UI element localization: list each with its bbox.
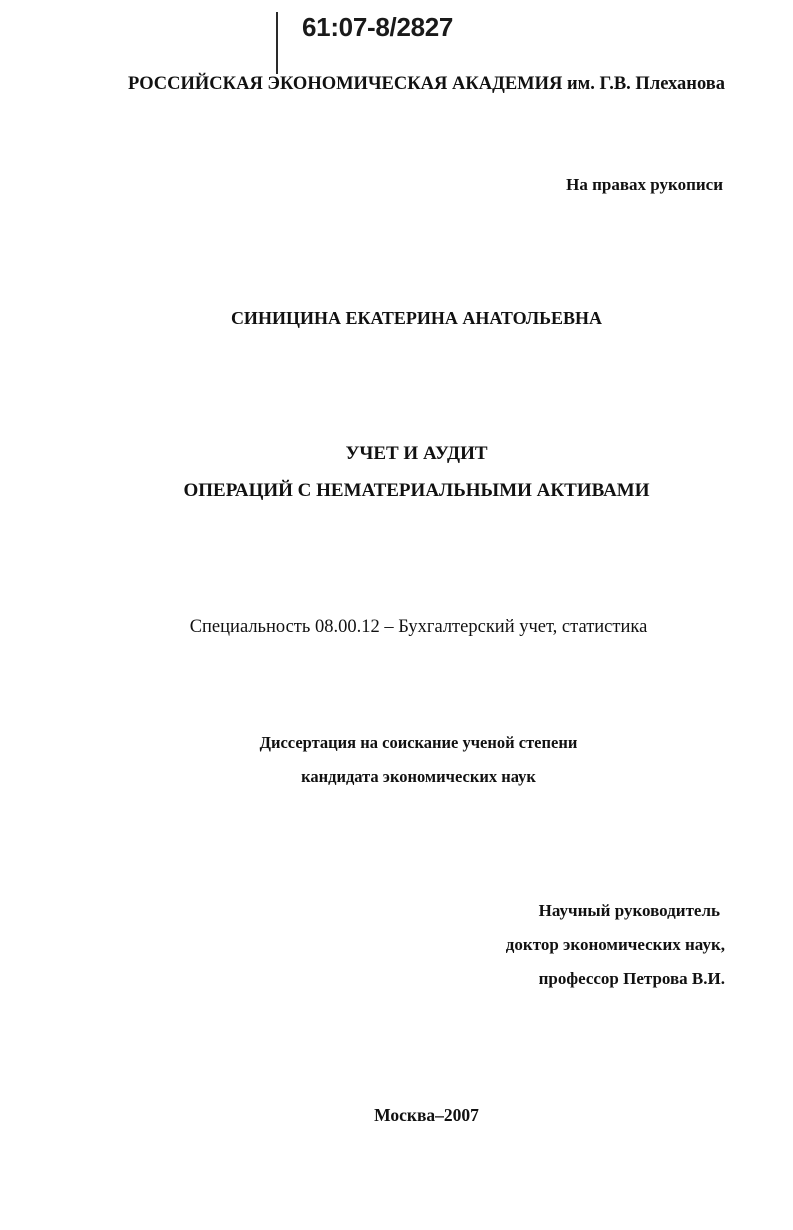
place-and-year: Москва–2007 <box>374 1105 479 1125</box>
thesis-title-line-1: УЧЕТ И АУДИТ <box>345 443 488 464</box>
supervisor-degree: доктор экономических наук, <box>505 935 725 954</box>
author-name: СИНИЦИНА ЕКАТЕРИНА АНАТОЛЬЕВНА <box>230 308 603 328</box>
archive-stamp-code: 61:07-8/2827 <box>302 12 454 42</box>
supervisor-name: профессор Петрова В.И. <box>538 969 725 988</box>
institution-name: РОССИЙСКАЯ ЭКОНОМИЧЕСКАЯ АКАДЕМИЯ им. Г.В. Плеханова <box>128 74 725 94</box>
degree-line-1: Диссертация на соискание ученой степени <box>259 733 578 752</box>
rights-note: На правах рукописи <box>566 175 723 194</box>
specialty: Специальность 08.00.12 – Бухгалтерский учет, статистика <box>189 617 648 637</box>
degree-line-2: кандидата экономических наук <box>301 767 536 786</box>
supervisor-role: Научный руководитель <box>538 901 720 920</box>
thesis-title-line-2: ОПЕРАЦИЙ С НЕМАТЕРИАЛЬНЫМИ АКТИВАМИ <box>183 480 650 501</box>
margin-line <box>276 12 278 74</box>
